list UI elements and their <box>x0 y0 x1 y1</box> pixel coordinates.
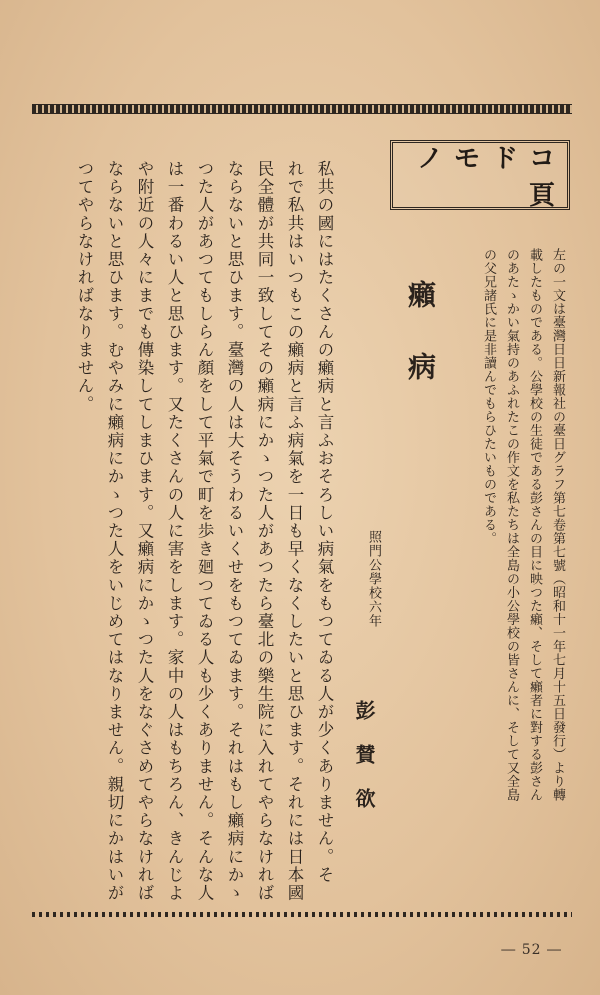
body-line: ならないと思ひます。むやみに癩病にかゝつた人をいじめてはなりません。親切にかはいが <box>105 160 124 903</box>
body-line: 私共の國にはたくさんの癩病と言ふおそろしい病氣をもつてゐる人が少くありません。そ <box>315 160 334 884</box>
body-line: つた人があつてもしらん顏をして平氣で町を歩き廻つてゐる人も少くありません。そんな人 <box>195 160 214 903</box>
intro-line: 載したものである。公學校の生徒である彭さんの目に映つた癩、そして癩者に對する彭さん <box>527 248 542 802</box>
body-line: や附近の人々にまでも傳染してしまひます。又癩病にかゝつた人をなぐさめてやらなければ <box>135 160 154 903</box>
body-line: は一番わるい人と思ひます。又たくさんの人に害をします。家中の人はもちろん、きんじよ <box>165 160 184 903</box>
bottom-border-rule <box>32 912 572 917</box>
body-line: 民全體が共同一致してその癩病にかゝつた人があつたら臺北の樂生院に入れてやらなければ <box>255 160 274 903</box>
author-name: 彭賛欲 <box>352 700 376 832</box>
page-number: ― 52 ― <box>501 942 562 958</box>
intro-line: 左の一文は臺灣日日新報社の臺日グラフ第七卷第七號（昭和十一年七月十五日發行）より轉 <box>550 248 565 802</box>
body-line: ならないと思ひます。臺灣の人は大そうわるいくせをもつてゐます。それはもし癩病にかゝ <box>225 160 244 903</box>
section-header-box <box>390 140 570 210</box>
intro-line: の父兄諸氏に是非讀んでもらひたいものである。 <box>481 248 496 545</box>
article-title: 癩病 <box>404 280 437 424</box>
body-line: つてやらなければなりません。 <box>75 160 94 414</box>
intro-line: のあたゝかい氣持のあふれたこの作文を私たちは全島の小公學校の皆さんに、そして又全島 <box>504 248 519 802</box>
top-border-rule <box>32 104 572 114</box>
author-school: 照門公學校六年 <box>366 530 381 628</box>
body-line: れで私共はいつもこの癩病と言ふ病氣を一日も早くなくしたいと思ひます。それには日本國 <box>285 160 304 903</box>
section-header-label: コドモノ頁 <box>417 144 567 211</box>
